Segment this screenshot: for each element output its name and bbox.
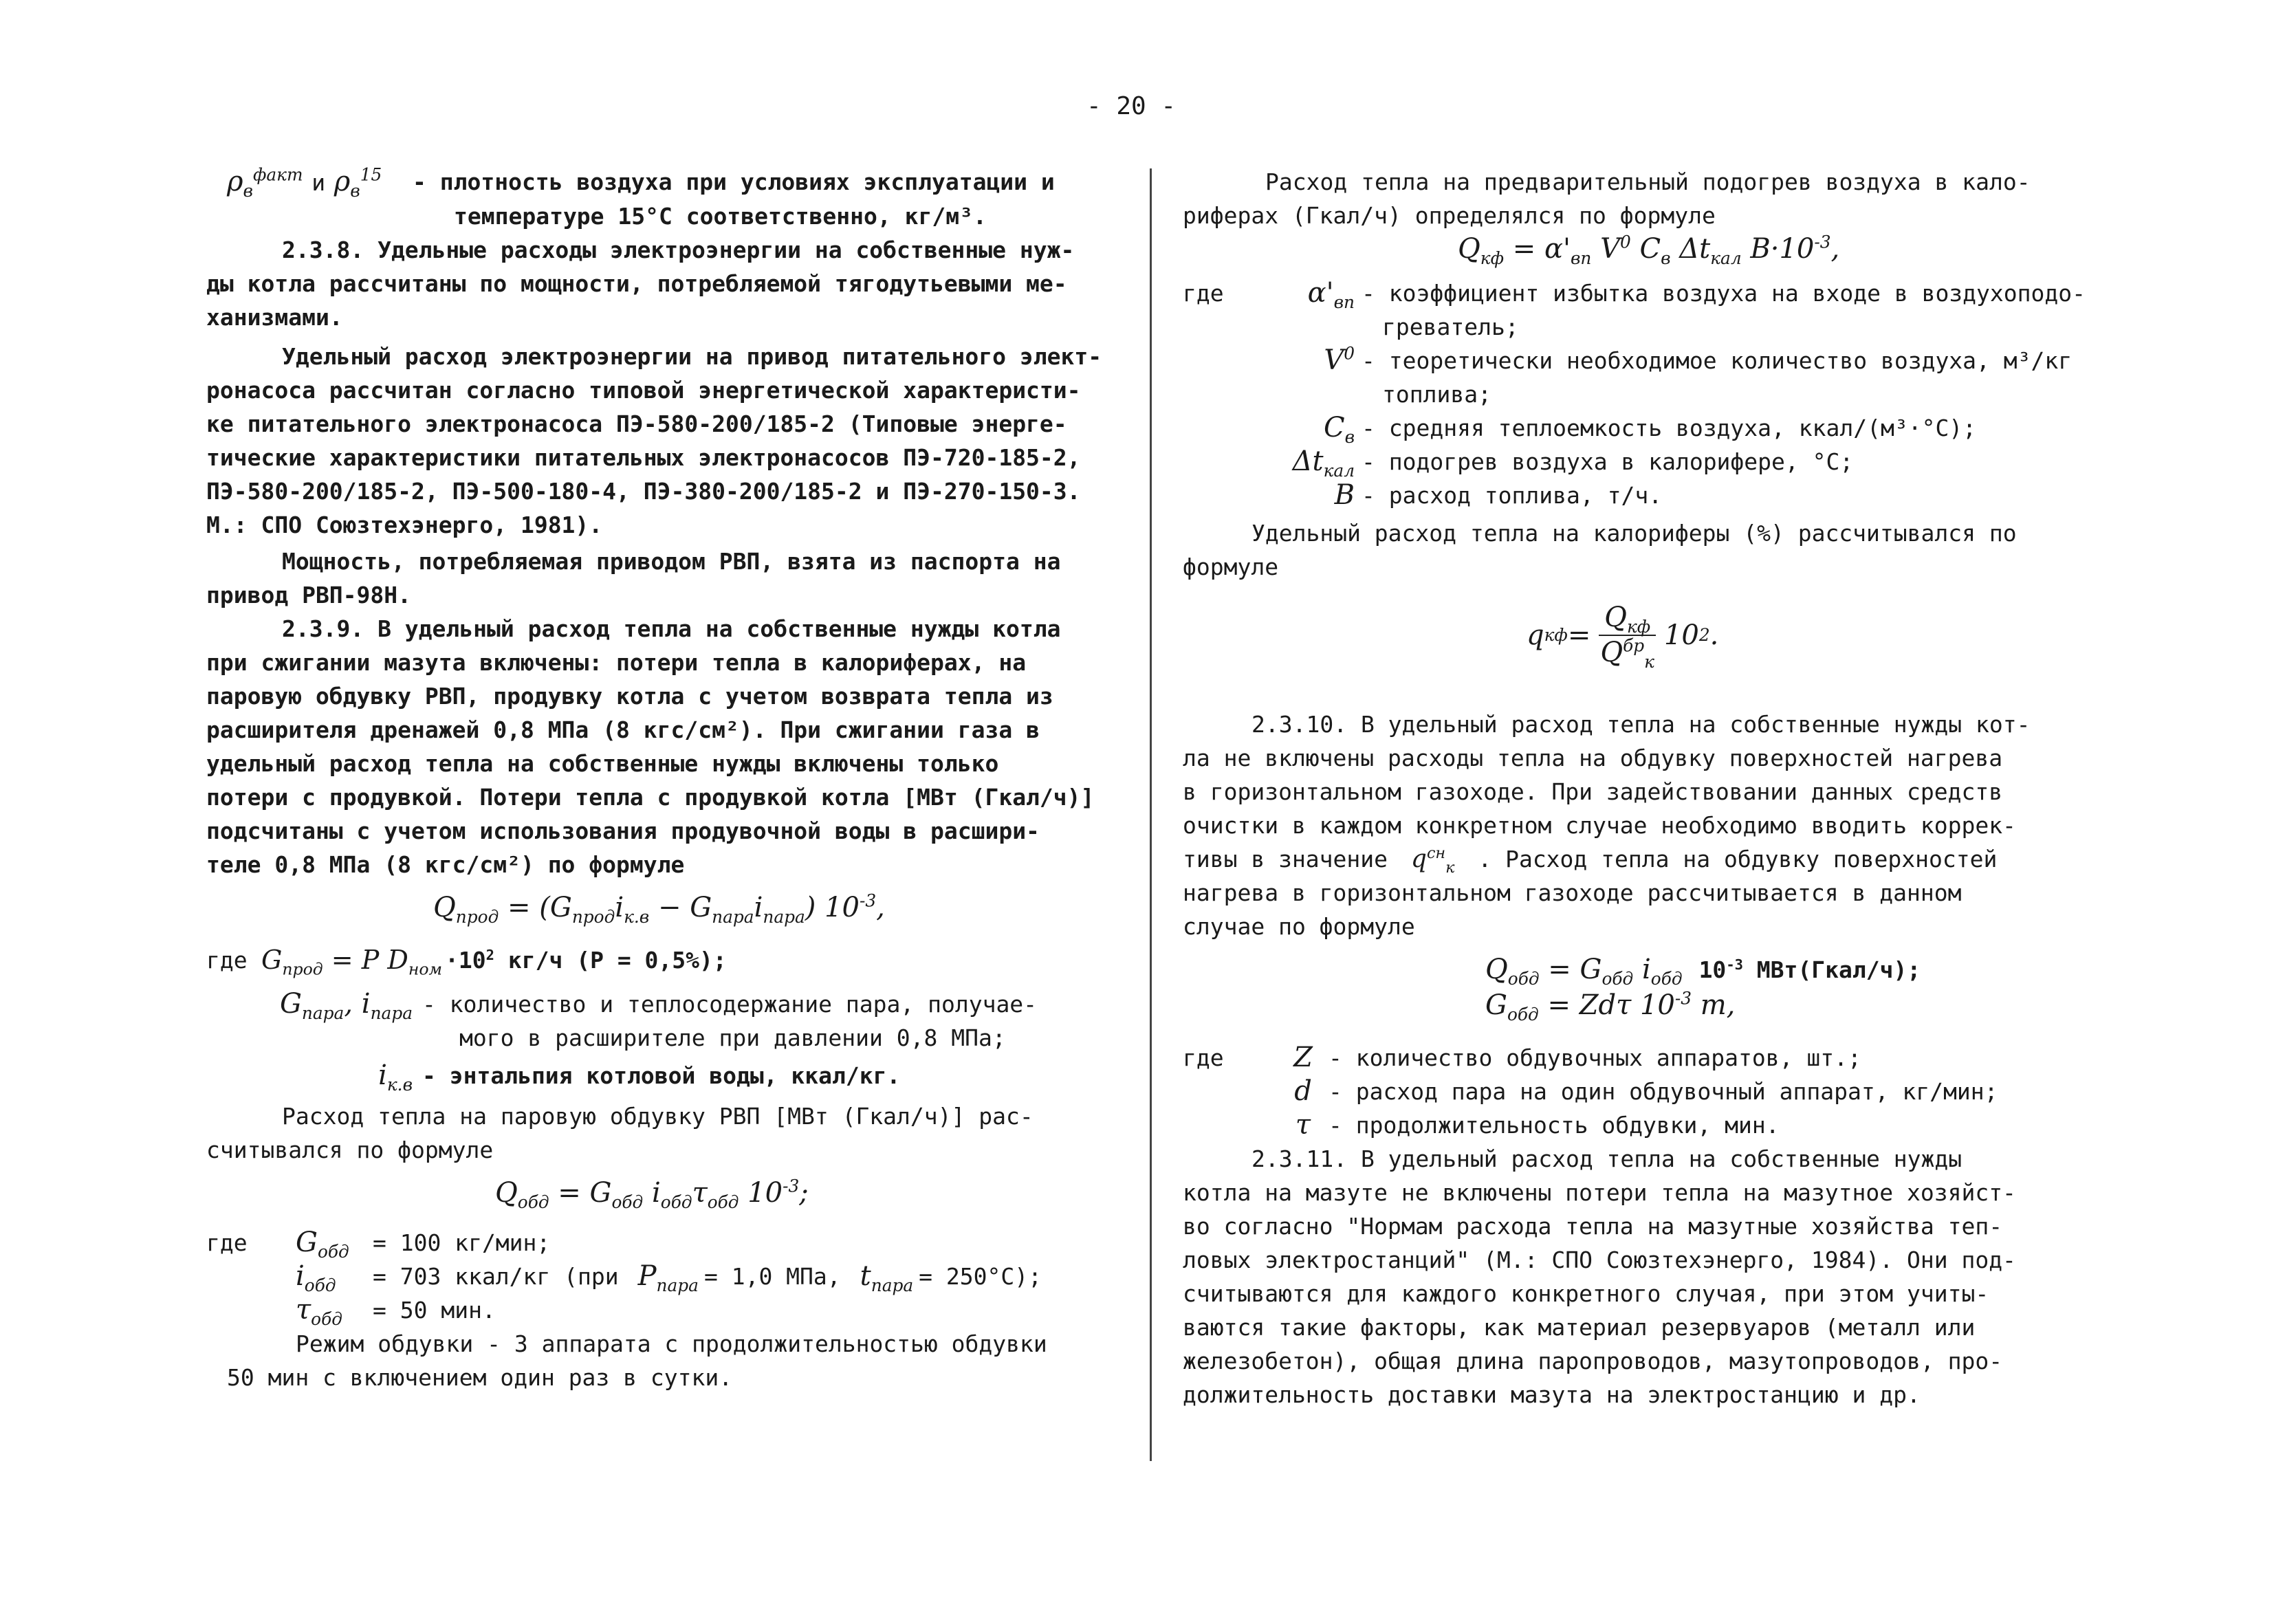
page-number: - 20 - <box>1086 92 1177 120</box>
formula-q-kf: $Q_{кф} = \alpha'_{вп}$ $V^0$ $C_в$ $\Delta t_{кал}$ $B\cdot 10^{-3}$, <box>1458 232 1840 268</box>
formula-g-obd-2: $G_{обд} = Zd\tau$ $10^{-3}$ т, <box>1485 988 1736 1024</box>
p-percent-line-2: формуле <box>1183 553 1279 580</box>
q-sn-symbol: $q^{сн}_к$ <box>1410 844 1455 877</box>
p-pump-line-1: Удельный расход электроэнергии на привод питательного элект- <box>282 343 1102 370</box>
rho-definition <box>227 165 1128 199</box>
p-obd-line-1: Расход тепла на паровую обдувку РВП [МВт (Гкал/ч)] рас- <box>282 1103 1034 1130</box>
column-divider <box>1150 168 1152 1461</box>
p239-line-3: паровую обдувку РВП, продувку котла с учетом возврата тепла из <box>206 683 1053 710</box>
rho-def-text-2: температуре 15°С соответственно, кг/м³. <box>454 203 987 230</box>
formula-q-obd: $Q_{обд} = G_{обд}$ $i_{обд}\tau_{обд}$ $10^{-3}$; <box>495 1176 809 1212</box>
def-alpha: где $\alpha'_{вп}$ - коэффициент избытка воздуха на входе в воздухоподо- <box>1183 277 2086 312</box>
obd-value-i: $i_{обд}$ = 703 ккал/кг (при $P_{пара}$ = 1,0 МПа, $t_{пара}$ = 250°С); <box>296 1260 1042 1295</box>
p2310-line-6: нагрева в горизонтальном газоходе рассчитывается в данном <box>1183 879 1962 906</box>
p239-line-2: при сжигании мазута включены: потери тепла в калориферах, на <box>206 649 1027 676</box>
formula-q-prod: $Q_{прод} = (G_{прод}i_{к.в} - G_{пара}i_{пара})$ $10^{-3}$, <box>433 890 885 927</box>
def-alpha-cont: греватель; <box>1382 314 1519 340</box>
p2311-line-8: должительность доставки мазута на электростанцию и др. <box>1183 1381 1921 1408</box>
p-pump-line-2: ронасоса рассчитан согласно типовой энергетической характеристи- <box>206 377 1081 404</box>
p-regime-line-1: Режим обдувки - 3 аппарата с продолжительностью обдувки <box>296 1330 1047 1357</box>
def-dt: $\Delta t_{кал}$ - подогрев воздуха в калорифере, °С; <box>1292 446 1854 481</box>
p2311-line-6: ваются такие факторы, как материал резервуаров (металл или <box>1183 1314 1976 1341</box>
def-z: где Z - количество обдувочных аппаратов, шт.; <box>1183 1042 1861 1073</box>
def-g-para-cont: мого в расширителе при давлении 0,8 МПа; <box>459 1024 1006 1051</box>
p2311-line-3: во согласно "Нормам расхода тепла на мазутные хозяйства теп- <box>1183 1213 2003 1240</box>
def-v0: $V^0$ - теоретически необходимое количество воздуха, м³/кг <box>1324 343 2073 376</box>
def-ikv: $i_{к.в}$ - энтальпия котловой воды, ккал/кг. <box>378 1060 901 1095</box>
p238-line-1: 2.3.8. Удельные расходы электроэнергии на собственные нуж- <box>282 237 1075 263</box>
p238-line-3: ханизмами. <box>206 304 343 331</box>
p-kal-line-2: риферах (Гкал/ч) определялся по формуле <box>1183 202 1716 229</box>
p2310-line-1: 2.3.10. В удельный расход тепла на собственные нужды кот- <box>1251 711 2031 738</box>
def-v0-cont: топлива; <box>1382 381 1491 408</box>
def-cv: $C_в$ - средняя теплоемкость воздуха, ккал/(м³·°С); <box>1323 412 1977 447</box>
formula-q-obd-2: $Q_{обд} = G_{обд}$ $i_{обд}$ $10^{-3}$ МВт(Гкал/ч); <box>1485 953 1921 989</box>
obd-value-g: где $G_{обд}$ = 100 кг/мин; <box>206 1227 551 1262</box>
p239-line-8: теле 0,8 МПа (8 кгс/см²) по формуле <box>206 851 685 878</box>
p-pump-line-4: тические характеристики питательных электронасосов ПЭ-720-185-2, <box>206 444 1081 471</box>
rho-def-text-1: - плотность воздуха при условиях эксплуатации и <box>413 168 1055 195</box>
formula-g-prod: где $G_{прод} = P$ $D_{ном}$ $\cdot 10^2$ кг/ч (P = 0,5%); <box>206 945 727 979</box>
p-pump-line-6: М.: СПО Союзтехэнерго, 1981). <box>206 512 603 538</box>
p2311-line-5: считываются для каждого конкретного случая, при этом учиты- <box>1183 1280 1989 1307</box>
p2310-line-2: ла не включены расходы тепла на обдувку поверхностей нагрева <box>1183 745 2003 771</box>
p239-line-5: удельный расход тепла на собственные нужды включены только <box>206 750 999 777</box>
p2311-line-2: котла на мазуте не включены потери тепла на мазутное хозяйст- <box>1183 1179 2016 1206</box>
p-kal-line-1: Расход тепла на предварительный подогрев воздуха в кало- <box>1265 168 2031 195</box>
p-regime-line-2: 50 мин с включением один раз в сутки. <box>227 1364 733 1391</box>
p2311-line-1: 2.3.11. В удельный расход тепла на собственные нужды <box>1251 1145 1963 1172</box>
def-d: d - расход пара на один обдувочный аппарат, кг/мин; <box>1294 1075 1998 1107</box>
p2310-line-4: очистки в каждом конкретном случае необходимо вводить коррек- <box>1183 812 2016 839</box>
p-percent-line-1: Удельный расход тепла на калориферы (%) рассчитывался по <box>1251 520 2017 547</box>
p2310-line-5: тивы в значение $q^{сн}_к$ . Расход тепла на обдувку поверхностей <box>1183 844 1998 877</box>
left-column <box>206 165 1128 1394</box>
p2310-line-7: случае по формуле <box>1183 913 1415 940</box>
formula-q-kf-percent: q кф = $\frac{Q_{кф}}{Q^{бр}_к}$ 10 2 . <box>1527 602 1719 672</box>
p-rvp-line-1: Мощность, потребляемая приводом РВП, взята из паспорта на <box>282 548 1061 575</box>
p238-line-2: ды котла рассчитаны по мощности, потребляемой тягодутьевыми ме- <box>206 270 1067 297</box>
def-b: B - расход топлива, т/ч. <box>1334 479 1663 511</box>
rho-symbols: $\rho_в^{факт}$ и $\rho_в^{15}$ <box>227 164 382 201</box>
p2311-line-7: железобетон), общая длина паропроводов, мазутопроводов, про- <box>1183 1348 2003 1374</box>
p-pump-line-3: ке питательного электронасоса ПЭ-580-200/185-2 (Типовые энерге- <box>206 410 1067 437</box>
right-column <box>1183 165 2118 1412</box>
p-pump-line-5: ПЭ-580-200/185-2, ПЭ-500-180-4, ПЭ-380-200/185-2 и ПЭ-270-150-3. <box>206 478 1081 505</box>
p2311-line-4: ловых электростанций" (М.: СПО Союзтехэнерго, 1984). Они под- <box>1183 1247 2016 1273</box>
p239-line-4: расширителя дренажей 0,8 МПа (8 кгс/см²). При сжигании газа в <box>206 716 1040 743</box>
p-rvp-line-2: привод РВП-98Н. <box>206 582 412 608</box>
obd-value-tau: $\tau_{обд}$ = 50 мин. <box>296 1294 496 1329</box>
def-tau: τ - продолжительность обдувки, мин. <box>1295 1109 1780 1141</box>
p-obd-line-2: считывался по формуле <box>206 1137 494 1163</box>
where-label: где <box>206 947 248 974</box>
p239-line-7: подсчитаны с учетом использования продувочной воды в расшири- <box>206 818 1040 844</box>
p2310-line-3: в горизонтальном газоходе. При задействовании данных средств <box>1183 778 2003 805</box>
p239-line-1: 2.3.9. В удельный расход тепла на собственные нужды котла <box>282 615 1061 642</box>
def-g-para: $G_{пара}$, $i_{пара}$ - количество и теплосодержание пара, получае- <box>279 988 1038 1023</box>
p239-line-6: потери с продувкой. Потери тепла с продувкой котла [МВт (Гкал/ч)] <box>206 784 1095 811</box>
